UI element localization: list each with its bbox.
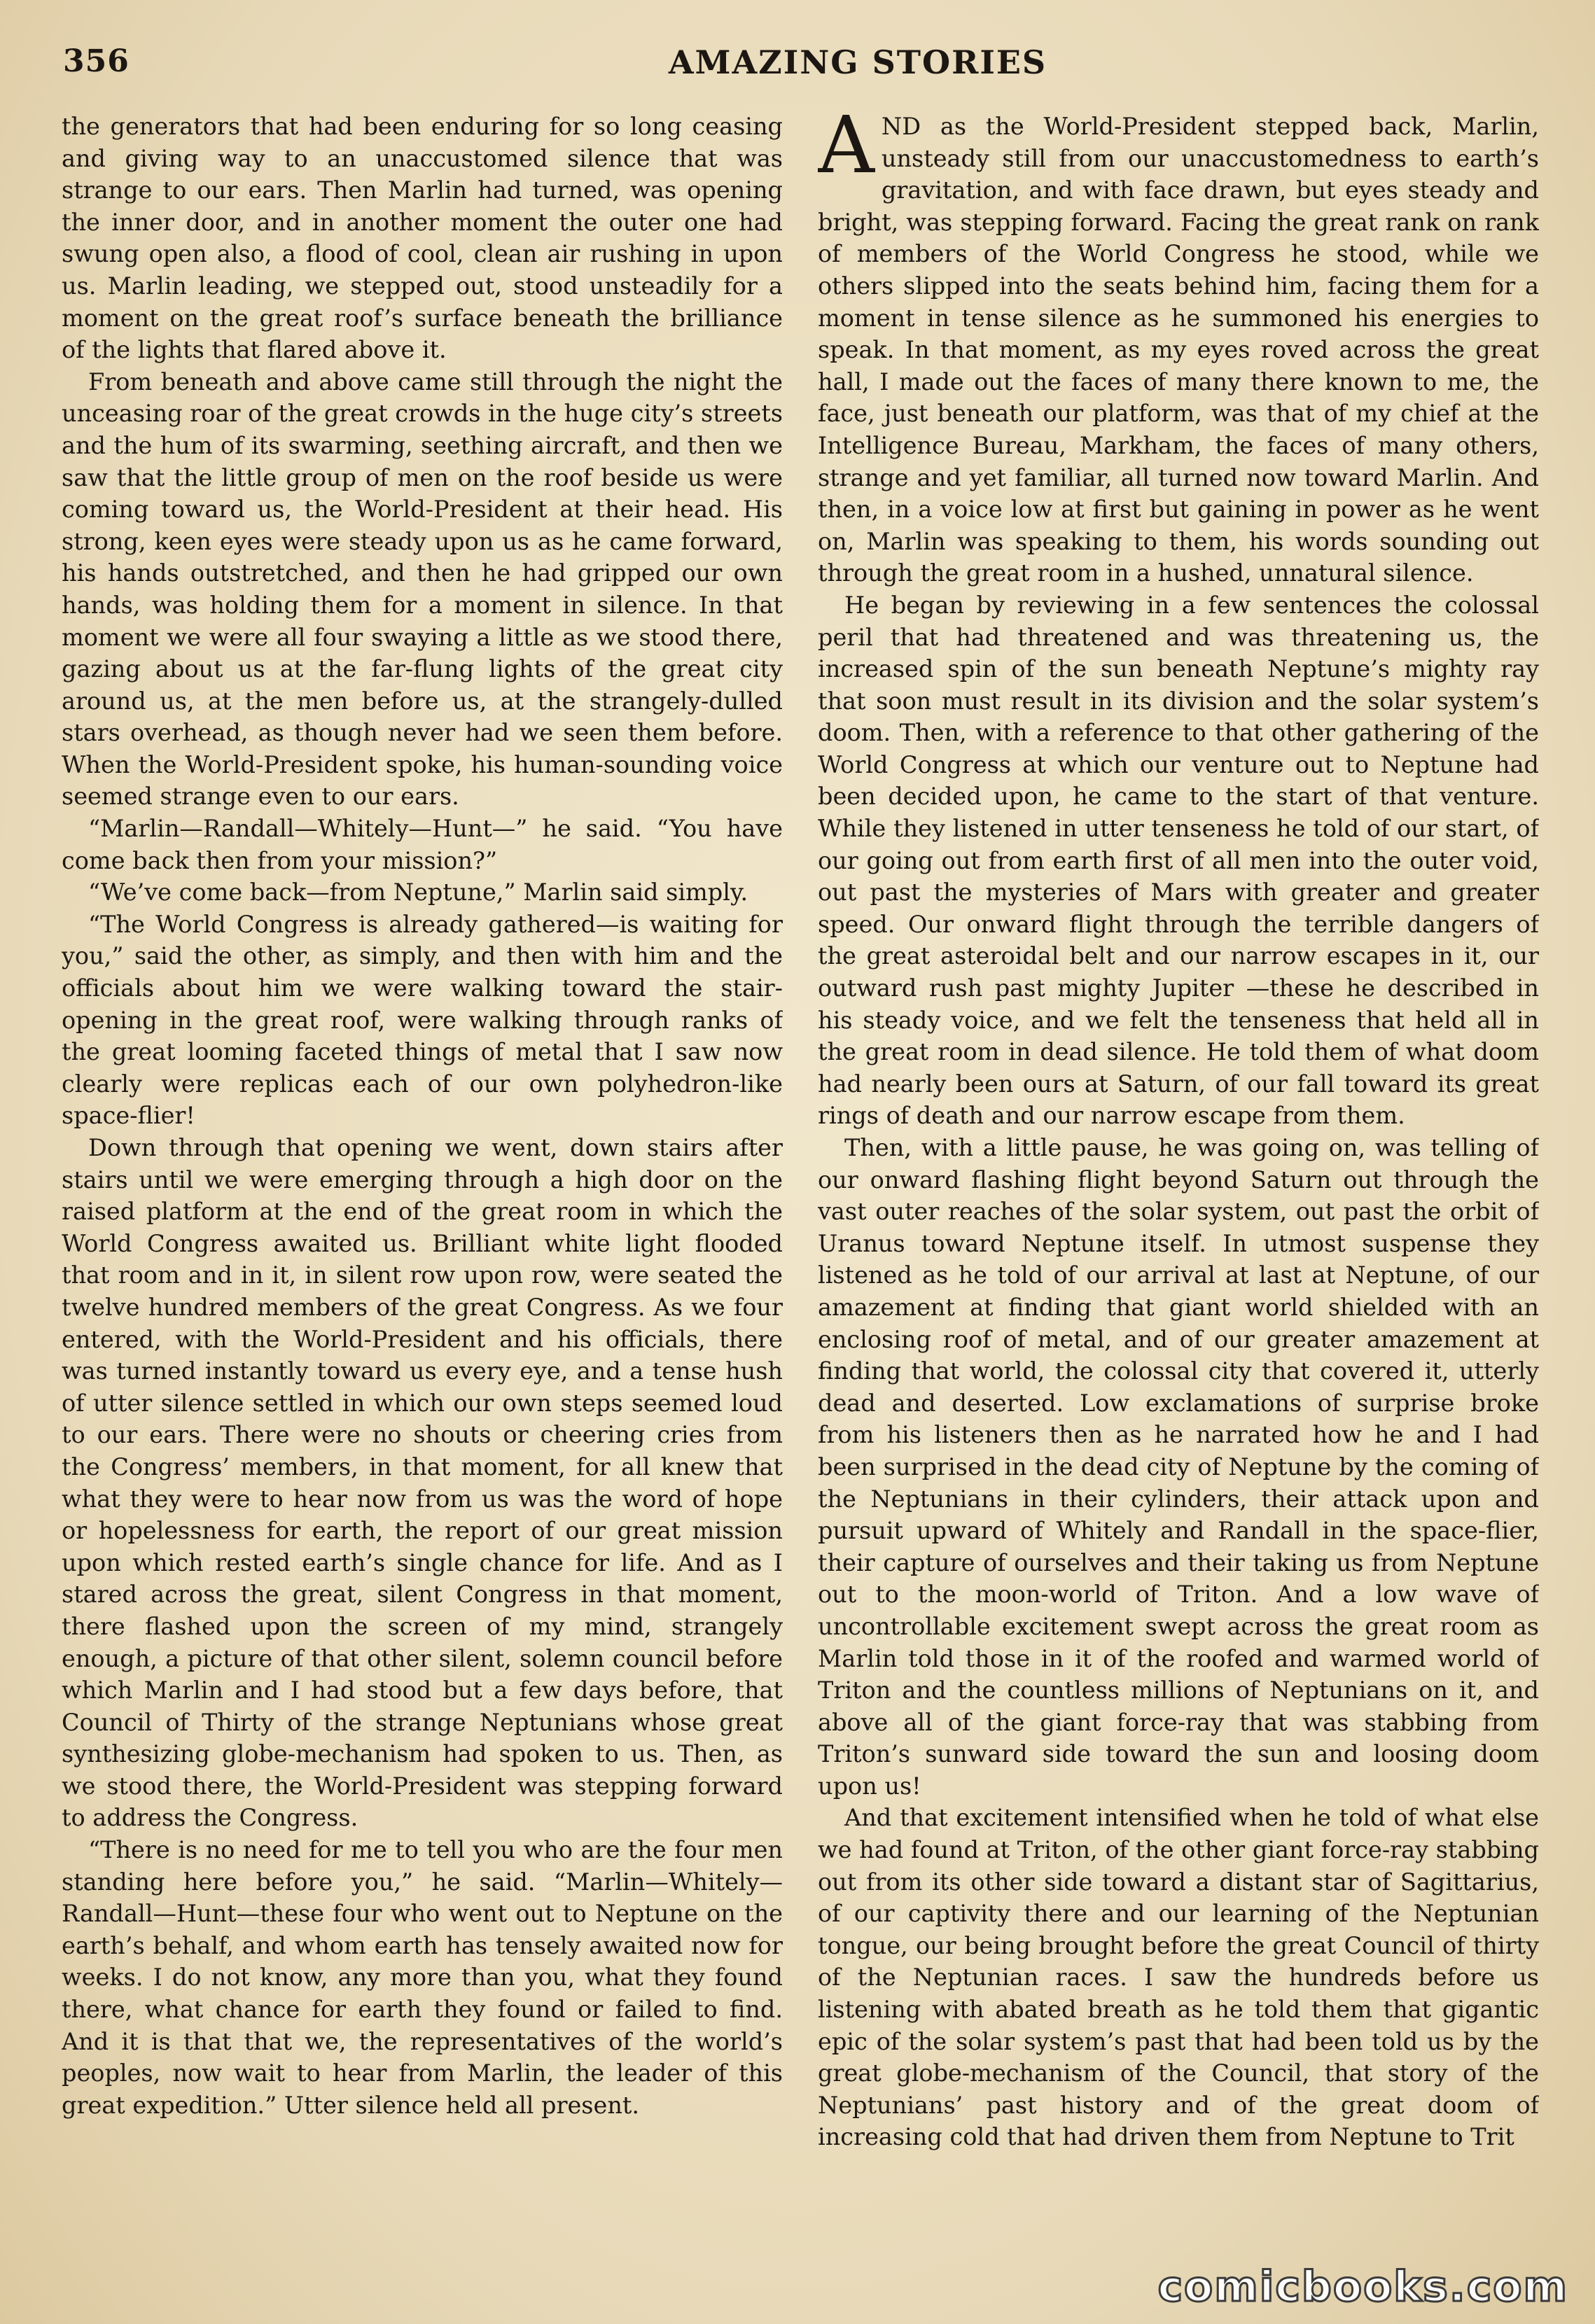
paragraph: “The World Congress is already gathered—is waiting for you,” said the other, as simply, and then with him and the officials about him we were walking toward the stair-opening in the great roof, were walking through ranks of the great looming faceted things of metal that I saw now clearly were replicas each of our own polyhedron-like space-flier! — [62, 910, 783, 1130]
site-watermark: comicbooks.com — [1157, 2262, 1568, 2311]
paragraph: the generators that had been enduring for so long ceasing and giving way to an unaccustomed silence that was strange to our ears. Then Marlin had turned, was opening the inner door, and in another moment the outer one had swung open also, a flood of cool, clean air rushing in upon us. Marlin leading, we stepped out, stood unsteadily for a moment on the great roof’s surface beneath the brilliance of the lights that flared above it. — [62, 113, 783, 364]
right-column — [818, 111, 1539, 2281]
left-column — [62, 111, 783, 2281]
page-number: 356 — [63, 43, 130, 79]
paragraph: “We’ve come back—from Neptune,” Marlin said simply. — [88, 878, 748, 906]
opening-paragraph — [818, 111, 1539, 589]
opening-paragraph-text: ND as the World-President stepped back, Marlin, unsteady still from our unaccustomedness to earth’s gravitation, and with face drawn, but eyes steady and bright, was stepping forward. Facing the great rank on rank of members of the World Congress he stood, while we others slipped into the seats behind him, facing them for a moment in tense silence as he summoned his energies to speak. In that moment, as my eyes roved across the great hall, I made out the faces of many there known to me, the face, just beneath our platform, was that of my chief at the Intelligence Bureau, Markham, the faces of many others, strange and yet familiar, all turned now toward Marlin. And then, in a voice low at first but gaining in power as he went on, Marlin was speaking to them, his words sounding out through the great room in a hushed, unnatural silence. — [818, 113, 1539, 587]
paragraph: He began by reviewing in a few sentences the colossal peril that had threatened and was threatening us, the increased spin of the sun beneath Neptune’s mighty ray that soon must result in its division and the solar system’s doom. Then, with a reference to that other gathering of the World Congress at which our venture out to Neptune had been decided upon, he came to the start of that venture. While they listened in utter tenseness he told of our start, of our going out from earth first of all men into the outer void, out past the mysteries of Mars with greater and greater speed. Our onward flight through the terrible dangers of the great asteroidal belt and our narrow escapes in it, our outward rush past mighty Jupiter —these he described in his steady voice, and we felt the tenseness that held all in the great room in dead silence. He told them of what doom had nearly been ours at Saturn, of our fall toward its great rings of death and our narrow escape from them. — [818, 591, 1539, 1130]
drop-cap: A — [818, 111, 875, 191]
paragraph: Then, with a little pause, he was going on, was telling of our onward flashing flight beyond Saturn out through the vast outer reaches of the solar system, out past the orbit of Uranus toward Neptune itself. In utmost suspense they listened as he told of our arrival at last at Neptune, of our amazement at finding that giant world shielded with an enclosing roof of metal, and of our greater amazement at finding that world, the colossal city that covered it, utterly dead and deserted. Low exclamations of surprise broke from his listeners then as he narrated how he and I had been surprised in the dead city of Neptune by the coming of the Neptunians in their cylinders, their attack upon and pursuit upward of Whitely and Randall in the space-flier, their capture of ourselves and their taking us from Neptune out to the moon-world of Triton. And a low wave of uncontrollable excitement swept across the great room as Marlin told those in it of the roofed and warmed world of Triton and the countless millions of Neptunians on it, and above all of the giant force-ray that was stabbing from Triton’s sunward side toward the sun and loosing doom upon us! — [818, 1134, 1539, 1800]
magazine-title: AMAZING STORIES — [668, 43, 1047, 81]
paragraph: From beneath and above came still through the night the unceasing roar of the great crowds in the huge city’s streets and the hum of its swarming, seething aircraft, and then we saw that the little group of men on the roof beside us were coming toward us, the World-President at their head. His strong, keen eyes were steady upon us as he came forward, his hands outstretched, and then he had gripped our own hands, was holding them for a moment in silence. In that moment we were all four swaying a little as we stood there, gazing about us at the far-flung lights of the great city around us, at the men before us, at the strangely-dulled stars overhead, as though never had we seen them before. When the World-President spoke, his human-sounding voice seemed strange even to our ears. — [62, 368, 783, 811]
paragraph: “Marlin—Randall—Whitely—Hunt—” he said. “You have come back then from your mission?” — [62, 815, 783, 874]
paragraph: Down through that opening we went, down stairs after stairs until we were emerging through a high door on the raised platform at the end of the great room in which the World Congress awaited us. Brilliant white light flooded that room and in it, in silent row upon row, were seated the twelve hundred members of the great Congress. As we four entered, with the World-President and his officials, there was turned instantly toward us every eye, and a tense hush of utter silence settled in which our own steps seemed loud to our ears. There were no shouts or cheering cries from the Congress’ members, in that moment, for all knew that what they were to hear now from us was the word of hope or hopelessness for earth, the report of our great mission upon which rested earth’s single chance for life. And as I stared across the great, silent Congress in that moment, there flashed upon the screen of my mind, strangely enough, a picture of that other silent, solemn council before which Marlin and I had stood but a few days before, that Council of Thirty of the strange Neptunians whose great synthesizing globe-mechanism had spoken to us. Then, as we stood there, the World-President was stepping forward to address the Congress. — [62, 1134, 783, 1832]
page-header — [63, 43, 1547, 92]
paragraph: “There is no need for me to tell you who are the four men standing here before you,” he said. “Marlin—Whitely—Randall—Hunt—these four who went out to Neptune on the earth’s behalf, and whom earth has tensely awaited now for weeks. I do not know, any more than you, what they found there, what chance for earth they found or failed to find. And it is that that we, the representatives of the world’s peoples, now wait to hear from Marlin, the leader of this great expedition.” Utter silence held all present. — [62, 1836, 783, 2119]
paragraph: And that excitement intensified when he told of what else we had found at Triton, of the other giant force-ray stabbing out from its other side toward a distant star of Sagittarius, of our captivity there and our learning of the Neptunian tongue, our being brought before the great Council of thirty of the Neptunian races. I saw the hundreds before us listening with abated breath as he told them that gigantic epic of the solar system’s past that had been told us by the great globe-mechanism of the Council, that story of the Neptunians’ past history and of the great doom of increasing cold that had driven them from Neptune to Trit — [818, 1804, 1539, 2151]
